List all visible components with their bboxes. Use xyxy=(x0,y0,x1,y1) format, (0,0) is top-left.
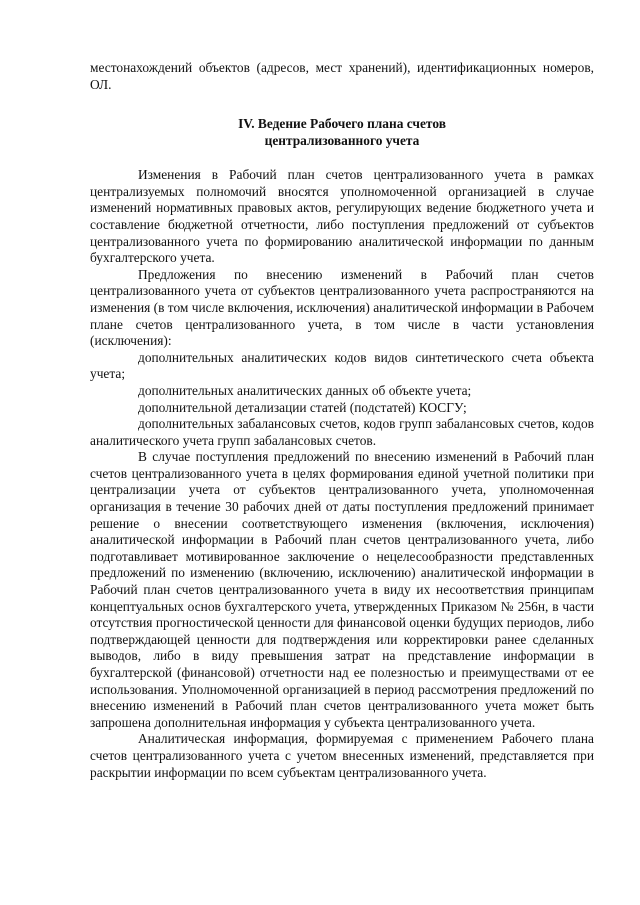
list-item-analytic-data: дополнительных аналитических данных об объекте учета; xyxy=(138,382,472,398)
section-title-line-1: IV. Ведение Рабочего плана счетов xyxy=(238,116,446,132)
section-title-line-2: централизованного учета xyxy=(264,133,420,149)
list-item-kosgu: дополнительной детализации статей (подстатей) КОСГУ; xyxy=(138,399,467,415)
document-page xyxy=(90,60,594,781)
paragraph-proposals: Предложения по внесению изменений в Рабочий план счетов централизованного учета от субъектов централизованного учета распространяются на изменения (в том числе включения, исключения) аналитической информации в Рабочем плане счетов централизованного учета, в том числе в части установления (исключения): xyxy=(90,266,594,349)
paragraph-decision: В случае поступления предложений по внесению изменений в Рабочий план счетов централизованного учета в целях формирования единой учетной политики при централизации учета от субъектов централизованного учета, уполномоченная организация в течение 30 рабочих дней от даты поступления предложений принимает решение о внесении соответствующего изменения (включения, исключения) аналитической информации в Рабочий план счетов централизованного учета, либо подготавливает мотивированное заключение о нецелесообразности представленных предложений по изменению (включению, исключению) аналитической информации в Рабочий план счетов централизованного учета в виду их несоответствия принципам концептуальных основ бухгалтерского учета, утвержденных Приказом № 256н, в части отсутствия прогностической ценности для финансовой оценки будущих периодов, либо подтверждающей ценности для подтверждения или корректировки ранее сделанных выводов, либо в виду превышения затрат на представление информации в бухгалтерской (финансовой) отчетности над ее полезностью и преимуществами от ее использования. Уполномоченной организацией в период рассмотрения предложений по внесению изменений в Рабочий план счетов централизованного учета может быть запрошена дополнительная информация у субъекта централизованного учета. xyxy=(90,449,594,730)
section-heading xyxy=(90,115,594,149)
paragraph-changes: Изменения в Рабочий план счетов централизованного учета в рамках централизуемых полномочий вносятся уполномоченной организацией в случае изменений нормативных правовых актов, регулирующих ведение бюджетного учета и составление бюджетной отчетности, либо поступления предложений от субъектов централизованного учета по формированию аналитической информации по данным бухгалтерского учета. xyxy=(90,167,594,266)
list-item-offbalance: дополнительных забалансовых счетов, кодов групп забалансовых счетов, кодов аналитического учета групп забалансовых счетов. xyxy=(90,416,594,448)
paragraph-analytic-info: Аналитическая информация, формируемая с применением Рабочего плана счетов централизованного учета с учетом внесенных изменений, представляется при раскрытии информации по всем субъектам централизованного учета. xyxy=(90,731,594,780)
list-item-analytic-codes: дополнительных аналитических кодов видов синтетического счета объекта учета; xyxy=(90,349,594,382)
intro-paragraph: местонахождений объектов (адресов, мест хранений), идентификационных номеров, ОЛ. xyxy=(90,60,594,92)
